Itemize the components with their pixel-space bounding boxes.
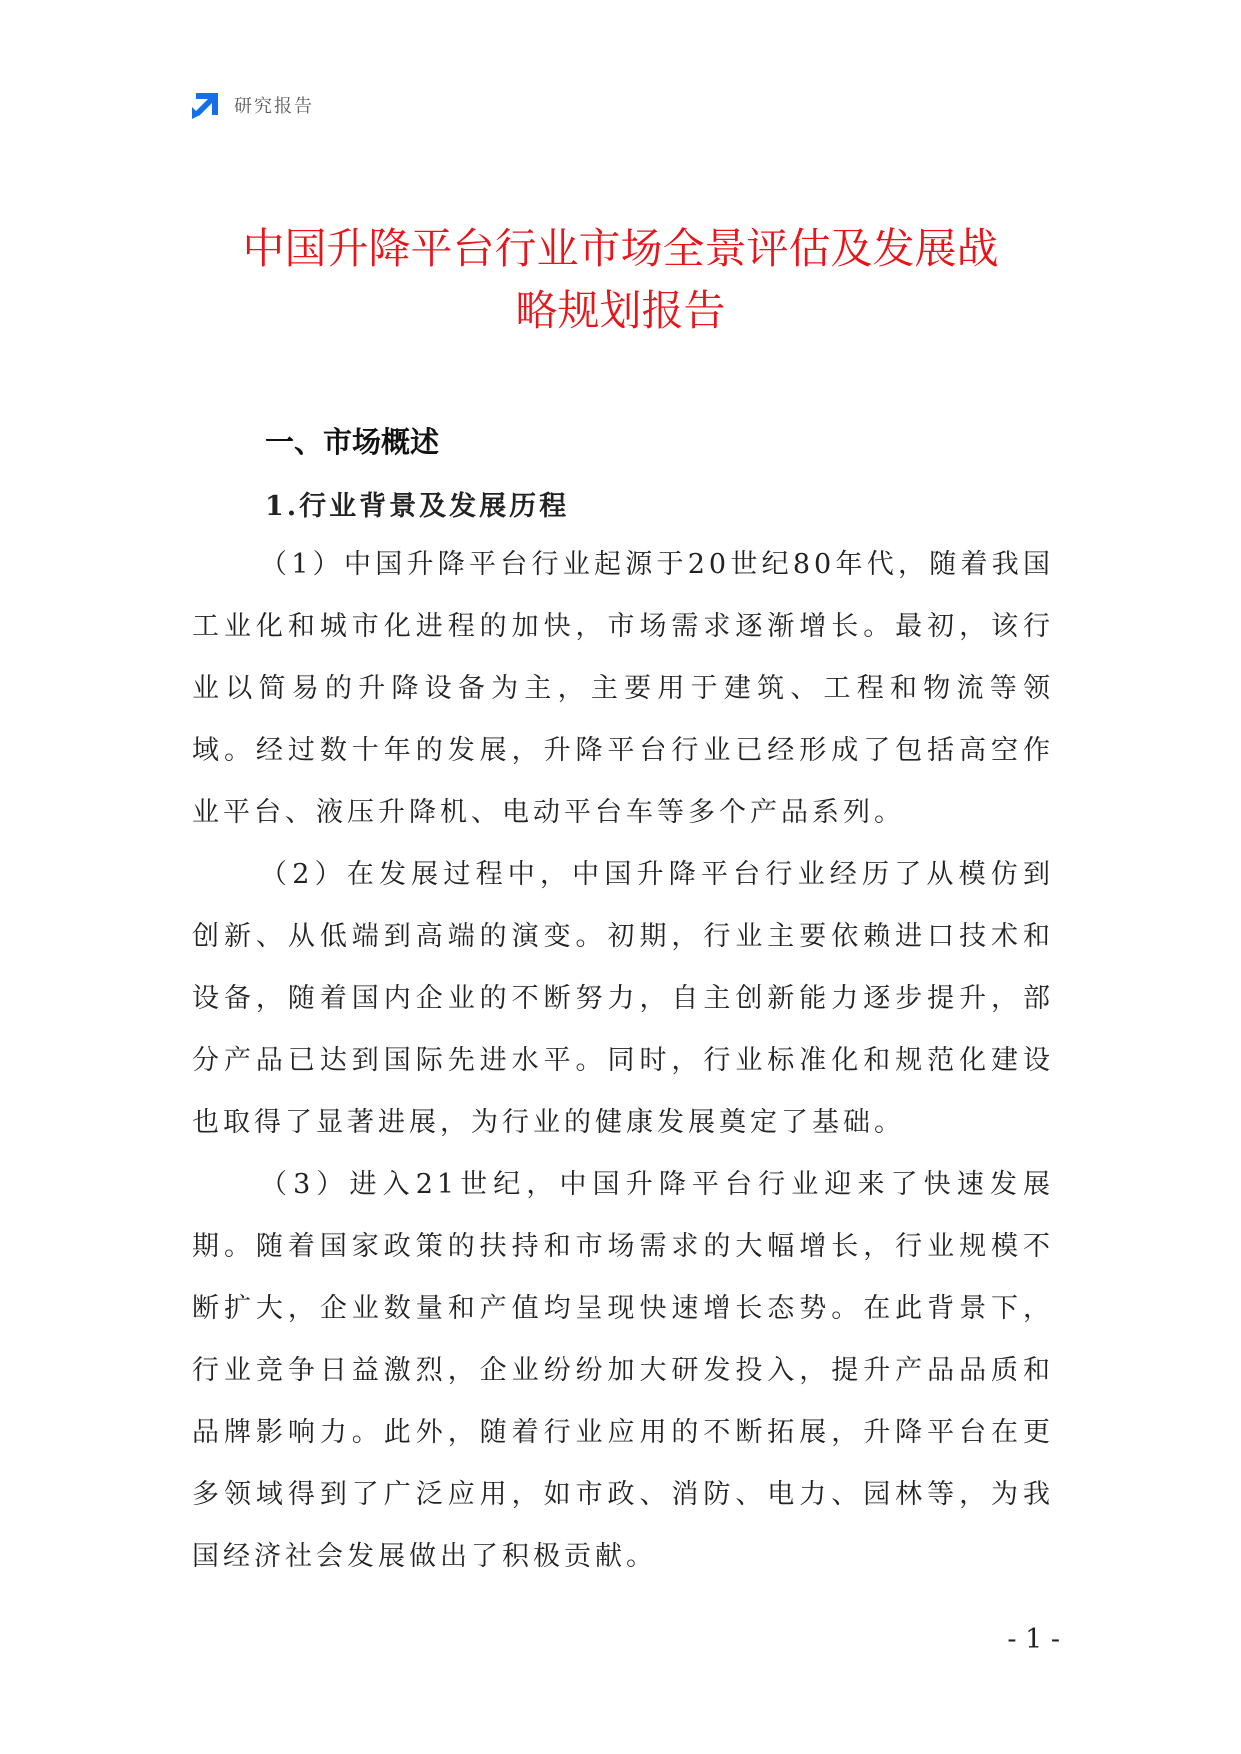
- subsection-heading: 1.行业背景及发展历程: [265, 491, 570, 522]
- document-header: [190, 88, 314, 122]
- title-line-1: 中国升降平台行业市场全景评估及发展战: [242, 224, 999, 273]
- document-title: [150, 218, 1091, 342]
- arrow-logo-icon: [190, 89, 222, 121]
- header-label: 研究报告: [234, 96, 314, 117]
- paragraph-2: （2）在发展过程中，中国升降平台行业经历了从模仿到创新、从低端到高端的演变。初期，行业主要依赖进口技术和设备，随着国内企业的不断努力，自主创新能力逐步提升，部分产品已达到国际先进水平。同时，行业标准化和规范化建设也取得了显著进展，为行业的健康发展奠定了基础。: [192, 859, 1054, 1138]
- body-text: [192, 534, 1054, 1588]
- paragraph-3: （3）进入21世纪，中国升降平台行业迎来了快速发展期。随着国家政策的扶持和市场需求的大幅增长，行业规模不断扩大，企业数量和产值均呈现快速增长态势。在此背景下，行业竞争日益激烈，企业纷纷加大研发投入，提升产品品质和品牌影响力。此外，随着行业应用的不断拓展，升降平台在更多领域得到了广泛应用，如市政、消防、电力、园林等，为我国经济社会发展做出了积极贡献。: [192, 1169, 1054, 1572]
- section-heading: 一、市场概述: [265, 425, 440, 459]
- page-number: - 1 -: [1007, 1624, 1060, 1655]
- paragraph-1: （1）中国升降平台行业起源于20世纪80年代，随着我国工业化和城市化进程的加快，市场需求逐渐增长。最初，该行业以简易的升降设备为主，主要用于建筑、工程和物流等领域。经过数十年的发展，升降平台行业已经形成了包括高空作业平台、液压升降机、电动平台车等多个产品系列。: [192, 549, 1054, 828]
- title-line-2: 略规划报告: [515, 286, 726, 335]
